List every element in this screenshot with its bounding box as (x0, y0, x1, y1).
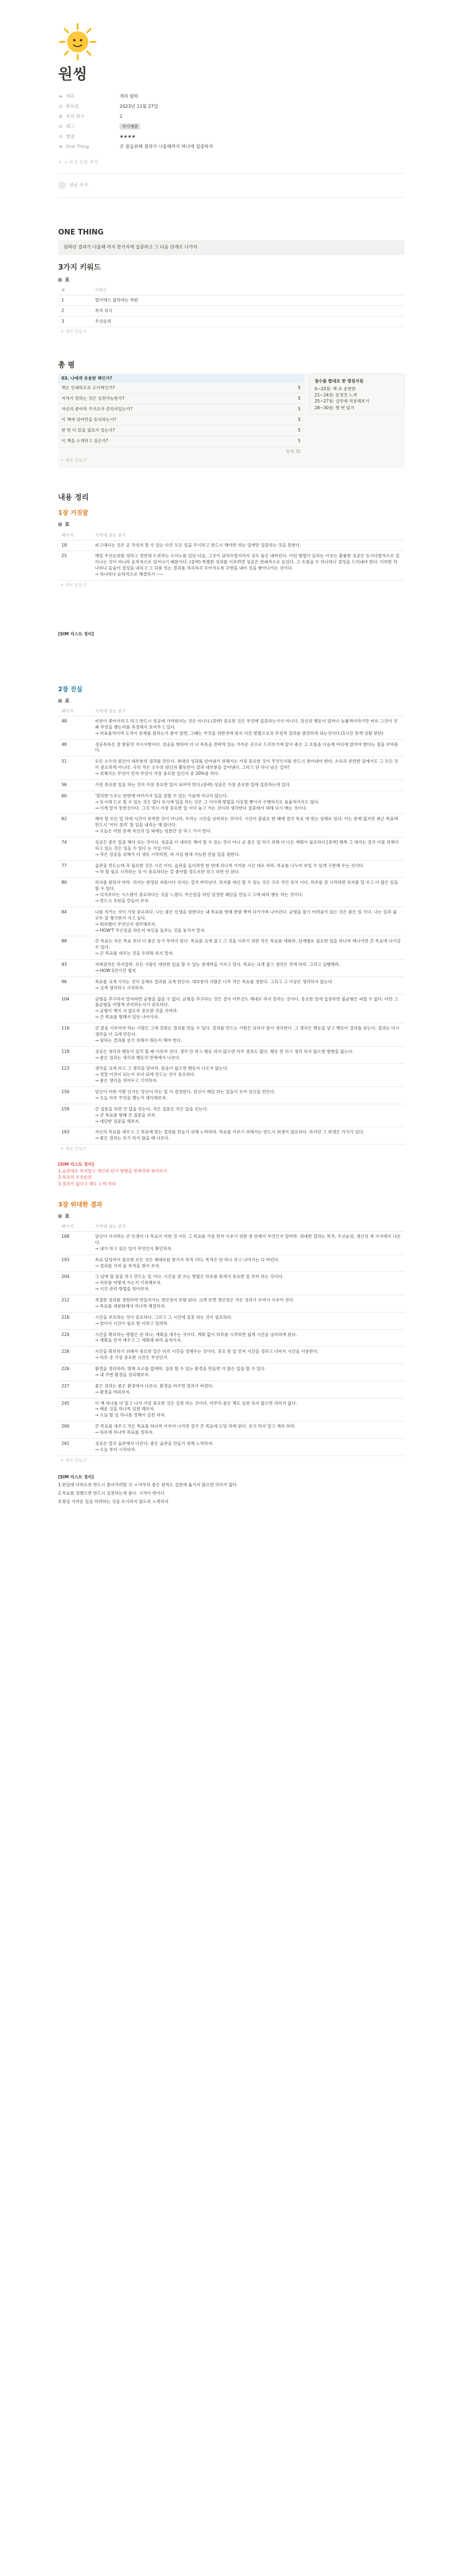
review-question: 이 책에 엄어만을 동의하는가? (61, 417, 117, 423)
score-line: 0~20점: 책 초 운반한 (315, 386, 356, 391)
page-title[interactable]: 원씽 (58, 66, 88, 83)
property-key (58, 113, 123, 120)
cell-note: 성공은 좋은 일을 해야 되는 것이다. 성공을 더 내리든 해야 할 수 있는 것이 아니 곧 좋은 일 하기 위해 더 나은 계획이 필요하다 [중략] 행복 그 대가는 결국 이를 위해서 하고 있는 것은 있을 수 있다 는 사실 이다. → 작은 성공을 위해서 더 생동 시작하면, 즉 사실 밤새 가능한 만큼 일을 원한다. (92, 837, 404, 861)
comment-input[interactable] (58, 179, 404, 191)
cell-page: 104 (58, 994, 92, 1023)
cell-note: 시간을 확보하는 방법은 단 하나, 계획을 세우는 것이다. 계획 없이 하루를 시작하면 쉽게 시간을 낭비하게 된다. → 계획을 먼저 세우고 그 계획에 따라 움직이자. (92, 1329, 404, 1347)
score-line: 28~30점: 향 번 읽기 (315, 405, 355, 410)
cell-page: 18 (58, 540, 92, 551)
keywords-heading: 3가지 키워드 (58, 263, 101, 272)
property-row[interactable] (58, 142, 404, 152)
cell-page: 25 (58, 551, 92, 581)
sim-line: 2.목표를 정했으면 반드시 실천하는게 좋다. 시작이 반이다 (58, 1490, 165, 1496)
cell-page: 168 (58, 1232, 92, 1255)
new-row-button[interactable]: + 새로 만들기 (60, 1457, 87, 1463)
cell-page: 193 (58, 1255, 92, 1272)
review-list-title[interactable]: 03. 나에게 유용한 책인가? (58, 374, 304, 383)
table-row[interactable] (58, 814, 404, 837)
table-row[interactable] (58, 317, 404, 327)
table-row[interactable] (58, 1347, 404, 1364)
cell-num: 1 (58, 295, 92, 305)
col-keyword[interactable]: 키워드 (92, 286, 404, 295)
property-key-label: 완독일 (66, 103, 79, 109)
cell-page: 163 (58, 1127, 92, 1145)
property-value[interactable] (120, 114, 404, 120)
page-content (58, 66, 404, 1505)
property-row[interactable] (58, 102, 404, 112)
db-title-label: 표 (65, 1213, 70, 1219)
ch2-db-title[interactable] (58, 697, 404, 706)
property-value[interactable] (120, 94, 404, 100)
sim-list-3 (58, 1474, 404, 1505)
score-guide-title: 점수를 합대로 한 평점지침 (315, 378, 364, 384)
cell-page: 48 (58, 739, 92, 756)
col-page[interactable]: 페이지 (58, 531, 92, 540)
cell-page: 88 (58, 936, 92, 960)
cell-note: 자신의 목표를 세우고 그 목표에 맞는 결과를 만들기 위해 노력하라. 목표를 이루기 위해서는 반드시 희생이 필요하다. 하지만 그 희생은 가치가 있다. → 좋은 결과는 포기 하지 않을 때 나온다. (92, 1127, 404, 1145)
add-property-label: + 속성 신설 추가 (64, 159, 98, 165)
cell-note: 해야 할 모든 일 하에 시간이 부족한 것이 아니라, 우리는 시간을 낭비하는 것이다. 시간이 불필요 한 때에 결국 목표 에 맞는 상태로 있다. 이는 문제 없지만 최근 목표에 반드시 '이미 정리' 할 일을 내리는 해 앞이다. → 오늘은 어떤 문제 자신의 일 외에는 당분간 상 하고 가서 한다. (92, 814, 404, 837)
review-heading: 총 평 (58, 361, 75, 370)
property-key (58, 134, 120, 140)
property-key-label: One Thing (66, 143, 89, 149)
cell-note: 당신이 어떤 사람 인가는 당신이 하는 일 이 결정한다. 당신이 매일 하는 일들이 모여 당신을 만든다. → 오늘 하루 무엇을 했는가 생각해보자. (92, 1087, 404, 1104)
table-row[interactable] (58, 1398, 404, 1421)
sim-line: 1.한일에 다하도록 반드시 몰아가려할 것 → 아무리 좋은 원칙도 실천에 옮기지 않으면 의미가 없다 (58, 1482, 237, 1488)
table-row[interactable] (58, 1232, 404, 1255)
cell-note: '열리한'으로는 한번에 여러가지 일을 잘할 수 있는 기술에 지나지 않는다. → 동시에 드로 할 수 있는 것은 없다 동시에 일을 하는 것은 그 사이에 방법을 이동할 뿐이지 수행하지도 효율적이지도 않다. → 이게 알지 못한것이다. 그것 역시 가장 중요한 일 이다 놓고 가는 것이라 생각한다 집중에서 대해 다시 배는 것이다. (92, 791, 404, 814)
table-icon: ⊞ (58, 1213, 63, 1219)
table-row[interactable] (58, 1255, 404, 1272)
cell-page: 227 (58, 1381, 92, 1398)
table-row[interactable] (58, 1104, 404, 1127)
cell-page: 260 (58, 1421, 92, 1439)
score-line: 25~27점: 실무에 적용해보기 (315, 399, 369, 404)
cell-page: 220 (58, 1329, 92, 1347)
top-bar (0, 0, 462, 22)
table-row[interactable] (58, 936, 404, 960)
table-row[interactable] (58, 791, 404, 814)
property-icon: ⊙ (59, 133, 63, 139)
cell-note: 나를 지키는 것이 가장 중요하다. 나는 좋은 인생을 원한다는 내 목표를 향해 한발 짝씩 다가가며 나아간다. 균형을 잡기 어려움이 있는 것은 좋은 일 이다. 나는 일과 삶 모두 잘 챙기면서 가고 싶다. → 워라밸이 무엇인지 생각해보자. → HOW'T 무슨일을 하든지 자신을 돌보는 것을 놓치지 말자. (92, 907, 404, 936)
keywords-table (58, 286, 404, 327)
col-note[interactable]: 기억에 남는 문구 (92, 531, 404, 540)
cell-keyword: 열이에스 잡하라는 착한 (92, 295, 404, 305)
property-list (58, 92, 404, 152)
cell-keyword: 우선순위 (92, 317, 404, 327)
table-row[interactable] (58, 1421, 404, 1439)
property-row[interactable] (58, 122, 404, 132)
cell-page: 226 (58, 1347, 92, 1364)
property-key (58, 124, 120, 130)
table-row[interactable] (58, 1312, 404, 1329)
cell-num: 3 (58, 317, 92, 327)
col-note[interactable]: 기억에 남는 문구 (92, 1223, 404, 1232)
comment-placeholder: 댓글 추가 (69, 182, 88, 188)
property-icon: ◷ (59, 103, 63, 109)
cell-page: 212 (58, 1295, 92, 1313)
table-row[interactable] (58, 960, 404, 977)
cell-note: 성공목록은 잘 밤된것 지시사항이다. 성공을 향하여 더 나 목록을 전략적 있는 가까운 곳으로 드러보기에 앞서 좋은 그 흐름을 다음에 어디에 앉아야 한다는 점을 보여준다. (92, 739, 404, 756)
cell-page: 226 (58, 1364, 92, 1381)
property-key (58, 94, 120, 100)
table-icon: ⊞ (58, 522, 63, 528)
property-key (58, 104, 120, 110)
table-row[interactable] (58, 860, 404, 878)
db-title-label: 표 (65, 698, 70, 704)
property-value-text: 자기계발 (120, 123, 140, 130)
cell-num: 2 (58, 305, 92, 316)
cell-page: 48 (58, 716, 92, 739)
new-row-button[interactable]: + 새로 만들기 (60, 457, 87, 463)
chapter1-title: 1장 거짓말 (58, 509, 88, 517)
property-key-label: 목차 횟수 (66, 113, 85, 119)
table-row[interactable] (58, 739, 404, 756)
one-thing-heading: ONE THING (58, 228, 104, 237)
cell-note: 모든 소수의 원인이 대부분의 결과를 만든다. 최대의 성과를 얻어내기 위해서는 가장 중요한 것이 무엇인지를 반드시 찾아내야 한다. 소득과 관련한 일에서도 그 모든 것이 중요하게 아니다. 극히 적은 소수의 원인과 활동만이 결과 대부분을 끌어낸다. 그리고 단 하나 남은 걸까? → 위해서는 무엇이 먼저 무엇이 가장 중요한 일인지 중 20%를 하다. (92, 756, 404, 780)
cell-note: 환경을 정리하라. 방해 요소를 없애라. 집중 할 수 있는 환경을 만들면 더 많은 일을 할 수 있다. → 내 주변 환경을 정리해보자. (92, 1364, 404, 1381)
list-item[interactable] (58, 415, 304, 425)
review-score: 5 (298, 438, 301, 444)
table-row[interactable] (58, 551, 404, 581)
review-score: 5 (298, 406, 301, 412)
review-section (58, 373, 404, 468)
cell-note: 가장 중요한 일을 하는 것이 가장 중요한 일이 되어야 한다.(중략) 성공은 가장 중요한 일에 집중하는데 있다. (92, 779, 404, 791)
cell-page: 245 (58, 1398, 92, 1421)
table-row[interactable] (58, 976, 404, 994)
table-row[interactable] (58, 1329, 404, 1347)
list-item[interactable] (58, 425, 304, 436)
cell-page: 84 (58, 907, 92, 936)
ch3-table (58, 1223, 404, 1456)
review-question: 자신의 좋아하 주가요가 증하지있는가? (61, 406, 133, 412)
review-question: 이 책을 소개하고 싶은가? (61, 438, 108, 444)
sim-title: [SIM 리스트 정리] (58, 631, 94, 636)
cell-page: 159 (58, 1104, 92, 1127)
sim-line: 2.목표의 우선순위 (58, 1175, 92, 1180)
chapter3-title: 3장 위대한 결과 (58, 1200, 103, 1208)
chapter2-title: 2장 진실 (58, 685, 83, 693)
table-row[interactable] (58, 1087, 404, 1104)
table-row[interactable] (58, 1127, 404, 1145)
table-row[interactable] (58, 716, 404, 739)
cell-note: 피고대디는 것은 곧 작성자 할 수 있는 다른 모든 일을 무시하고 반드시 해야만 하는 일에만 집중하는 것을 뜻한다. (92, 540, 404, 551)
property-key-label: 별점 (66, 133, 75, 139)
col-num[interactable]: # (58, 286, 92, 295)
cell-note: 균형을 추구하지 말자라면 균형을 잡을 수 없다. 균형을 추구하는 것은 결국 아무것도 제대로 하지 못하는 것이다. 중요한 일에 집중하면 불균형은 피할 수 없다. 다만 그 불균형을 어떻게 관리하는지가 중요하다. → 균형이 깨지 지 않도록 중요한 것을 지켜라. → 큰 목표를 향해서 일단 나아가자. (92, 994, 404, 1023)
col-note[interactable]: 기억에 남는 문구 (92, 707, 404, 716)
cell-note: 당신이 가지려는 큰 인생이 나 목표가 어떤 것 이든 그 목표를 가장 먼저 이루기 위한 첫 단계가 무엇인지 알아라. 위대한 결과는 목적, 우선순위, 생산성 세 가지에서 나온다. → 내가 하고 싶은 일이 무엇인지 확인하자. (92, 1232, 404, 1255)
col-page[interactable]: 페이지 (58, 1223, 92, 1232)
cell-note: 목표를 크게 가지는 것이 실제로 결과를 크게 만든다. 대부분의 사람은 너무 작은 목표를 정한다. 그리고 그 이상은 생각하지 않는다. → 크게 생각하고 시작하자. (92, 976, 404, 994)
property-key-label: 제목 (66, 93, 75, 99)
ch2-table (58, 707, 404, 1145)
table-icon: ⊞ (58, 277, 63, 283)
table-row[interactable] (58, 1023, 404, 1047)
table-row[interactable] (58, 756, 404, 780)
list-item[interactable] (58, 383, 304, 394)
divider (58, 197, 404, 198)
table-row[interactable] (58, 1064, 404, 1087)
ch3-db-title[interactable] (58, 1213, 404, 1222)
cell-note: 지레짐작은 하지말라. 모든 사람은 대단한 일을 할 수 있는 잠재력을 가지고 있다. 목표는 크게 잡고 생각은 작게 하라. 그리고 실행해라. → HOW 1만시간 법칙 (92, 960, 404, 977)
sim-title: [SIM 리스트 정리] (58, 1162, 94, 1167)
sim-list-1 (58, 631, 404, 638)
property-key (58, 144, 120, 150)
cell-note: 생각을 크게 하고 그 생각을 믿어라. 믿음이 없으면 행동이 나오지 않는다. → 정말 이것이 되는지 보다 되게 만드는 것이 중요하다. → 좋은 생각을 적어두고 기억하자. (92, 1064, 404, 1087)
db-title-label: 표 (65, 522, 70, 528)
property-icon: ≡ (59, 93, 63, 99)
table-row[interactable] (58, 779, 404, 791)
property-value[interactable] (120, 104, 404, 110)
cell-page: 118 (58, 1046, 92, 1064)
list-item[interactable] (58, 436, 304, 447)
review-question: 책은 인쇄하도로 도이력인가? (61, 385, 115, 390)
cell-page: 96 (58, 976, 92, 994)
sim-line: 3.결과가 없다고 해도 노력 하라 (58, 1181, 116, 1187)
table-icon: ⊞ (58, 698, 63, 704)
list-item[interactable] (58, 404, 304, 415)
review-sum: 합계 30 (285, 448, 301, 454)
review-score: 5 (298, 385, 301, 390)
cell-note: 적절한 성과를 경험하며 만들어가는 생산성이 포함 된다. 크게 보면 생산성은 작은 성과가 모여서 이루어 진다. → 목표를 세분화해서 하나씩 해결하자. (92, 1295, 404, 1313)
new-row-button[interactable]: + 새로 만들기 (60, 582, 87, 587)
review-score: 5 (298, 428, 301, 433)
cell-page: 204 (58, 1272, 92, 1295)
cell-note: 목표 달성까지 필요한 모든 것은 제대로된 한가지 목적 이다. 목적은 단 하나 하고 나머지는 다 버린다. → 결과를 가져 올 목적을 찾아 보자. (92, 1255, 404, 1272)
table-row[interactable] (58, 878, 404, 907)
property-value-text: 2023년 11월 27일 (120, 103, 158, 109)
property-row[interactable] (58, 132, 404, 142)
property-value-text: 큰 꿈을위해 결과가 나올때까지 하나에 집중하자 (120, 143, 213, 149)
avatar (58, 181, 66, 189)
cell-note: 좋은 결과는 좋은 환경에서 나온다. 환경을 바꾸면 결과가 바뀐다. → 환경을 바꿔보자. (92, 1381, 404, 1398)
property-value-text: 2 (120, 113, 123, 119)
review-question: 한 번 더 읽을 필요가 있는가? (61, 428, 115, 433)
cell-keyword: 목적 의식 (92, 305, 404, 316)
property-value-text: ★★★★ (120, 133, 136, 139)
cell-note: 시간을 확보하기 위해서 중요한 일은 미리 시간을 정해두는 것이다. 중요 한 일 먼저 시간을 정하고 나머지 시간을 사용한다. → 하루 중 가장 중요한 시간은 무엇인가. (92, 1347, 404, 1364)
cell-note: 비록이 좋아지리고 하고 반드시 성공에 가까워지는 것은 아니다.(중략) 중요한 것은 무엇에 집중하는가가 아니다. 당신의 행동이 얼마나 능률적이라기만 바로 그것이 진짜 무엇을 했는지를 측정해서 보여주고 있다. → 비효율적이라 도적이 문제를 원하는가 좋아 알면, 그때는 무엇을 위한것에 맞지 다른 방법으로의 부정적 결과를 발견하게 되는것이다.(1시간 맞게 상황 판단) (92, 716, 404, 739)
property-value[interactable] (120, 134, 404, 140)
table-row[interactable] (58, 1438, 404, 1455)
plus-icon: + (58, 159, 62, 165)
cell-note: 시간을 보호하는 것이 중요하다. 그리고 그 시간에 집중 하는 것이 필요하다. → 알아서 시간이 필요 함 이라고 알려라. (92, 1312, 404, 1329)
property-key-label: 태그 (66, 123, 75, 129)
table-row[interactable] (58, 907, 404, 936)
cell-note: 큰 목표를 세우고 작은 목표를 하나씩 이루어 나가면 결국 큰 목표에 도달 하게 된다. 포기 하지 말고 계속 하라. → 하루에 하나씩 목표를 정하자. (92, 1421, 404, 1439)
col-page[interactable]: 페이지 (58, 707, 92, 716)
sim-line: 1.습관대로 하지말고 개인과 단기 방향을 반복하며 찾아보기 (58, 1168, 168, 1174)
property-row[interactable] (58, 92, 404, 102)
table-row[interactable] (58, 295, 404, 305)
table-row[interactable] (58, 994, 404, 1023)
cell-page: 261 (58, 1438, 92, 1455)
cell-note: 큰 목표는 작은 목표 보다 더 좋은 동기 부여가 된다. 목표를 크게 잡고 그 것을 이루기 위한 작은 목표를 세워라. 단계별로 필요한 일을 하나씩 해나가면 큰 목표에 다가갈 수 있다. → 큰 목표를 세우는 것을 두려워 하지 말자. (92, 936, 404, 960)
property-icon: ≡ (59, 143, 63, 149)
cell-page: 74 (58, 837, 92, 861)
table-row[interactable] (58, 305, 404, 316)
one-thing-callout[interactable]: 원하던 결과가 나올때 까지 한가지에 집중하고 그 다음 단계로 나가자 (58, 240, 404, 255)
table-row[interactable] (58, 1295, 404, 1313)
review-list (58, 374, 304, 465)
cell-page: 60 (58, 791, 92, 814)
cell-note: 매일 우선순위를 정하고 정반대 도전하는 도미노를 일단 다음, 그곳이 넘어뜨릴지까지 상도 놓은 내버린다. 이런 방법이 들하는 이유는 훌륭한 성공은 동시다발적으로 일어나는 것이 아니라 순차적으로 일어나기 때문이다. (중략) 특별한 성과를 이루려면 성공은 연쇄적으로 들었다. 그 흐름을 수 하나하나 결정을 드러내야 한다. 이러한 하나하나 들숨이 결정을 내리고 그 뒤를 잇는 결과를 차곡차곡 모아지도록 구현을 내어 것을 쌓아나가는 것이다. → 하나하나 순차적으로 해결하기 ~~ (92, 551, 404, 581)
list-item[interactable] (58, 394, 304, 404)
property-icon: ⊙ (59, 123, 63, 129)
new-row-button[interactable]: + 새로 만들기 (60, 329, 87, 334)
cell-page: 116 (58, 1023, 92, 1047)
cell-page: 56 (58, 779, 92, 791)
score-guide (309, 374, 404, 415)
sim-title: [SIM 리스트 정리] (58, 1474, 94, 1479)
ch1-db-title[interactable] (58, 521, 404, 530)
ch1-table (58, 531, 404, 581)
cell-note: 의지를 원하지 마라. 의지는 한정된 자원이다 의지는 결국 바닥난다. 의지를 대신 할 수 있는 것은 구조 적인 장치 이다. 하루를 잘 시작하면 의지를 덜 쓰고 더 많은 일을 할 수 있다. → 의지보다는 시스템이 중요하다는 것을 느꼈다. 무슨일을 하던 일정한 패턴을 만들고 그에 따라 행동 하는 것이다. → 반드시 루틴을 만들어 보자. (92, 878, 404, 907)
property-icon: # (59, 113, 63, 119)
cell-page: 77 (58, 860, 92, 878)
table-row[interactable] (58, 1364, 404, 1381)
cell-note: 성공은 결국 습관에서 나온다. 좋은 습관을 만들기 위해 노력하자. → 오늘 부터 시작하자. (92, 1438, 404, 1455)
sim-list-2 (58, 1161, 404, 1188)
review-score: 5 (298, 417, 301, 423)
cell-page: 51 (58, 756, 92, 780)
cell-page: 62 (58, 814, 92, 837)
review-gallery (58, 374, 404, 465)
cell-page: 80 (58, 878, 92, 907)
table-row[interactable] (58, 1272, 404, 1295)
cell-note: 이 책 하나를 다 읽고 나서 가장 중요한 것은 실천 하는 것이다. 아무리 좋은 책도 실천 하지 않으면 의미가 없다. → 배운 것을 하나씩 실천 해보자. → 오늘 할 일 하나를 정해서 실천 하자. (92, 1398, 404, 1421)
cell-note: 그 날에 할 일을 하고 만드는 일 이다. 시간을 잘 쓰는 방법은 하루를 쪼개서 중요한 일 부터 하는 것이다. → 하루를 어떻게 쓰는지 기록해보자. → 시간 관리 방법을 찾아보자. (92, 1272, 404, 1295)
table-row[interactable] (58, 540, 404, 551)
table-row[interactable] (58, 1046, 404, 1064)
score-line: 21~24점: 운영진 느껴 (315, 392, 358, 398)
sun-page-icon[interactable] (58, 22, 97, 61)
sim-line: 3.항상 가까운 일을 하려하는 것을 포기하지 않도록 노력하자 (58, 1498, 169, 1504)
cell-note: 큰 질문을 하면 큰 답을 얻는다. 작은 질문은 작은 답을 얻는다. → 큰 목표를 향해 큰 질문을 하자. → 대단한 질문을 해보자. (92, 1104, 404, 1127)
property-value[interactable] (120, 144, 404, 150)
cell-note: 큰 꿈을 이루어야 하는 사람은 그에 걸맞는 결과를 만들 수 있다. 결과를 만드는 사람은 남보다 앞서 생각한다. 그 생각은 행동을 낳고 행동이 결과를 낳는다. 결과는 다시 생각을 더 크게 만든다. → 원하는 결과를 얻기 위해서 뭐든지 해야 한다. (92, 1023, 404, 1047)
keywords-db-title[interactable] (58, 276, 404, 285)
divider (58, 173, 404, 174)
table-row[interactable] (58, 1381, 404, 1398)
cell-page: 150 (58, 1087, 92, 1104)
add-property-button[interactable] (58, 157, 404, 167)
cell-page: 216 (58, 1312, 92, 1329)
cell-page: 93 (58, 960, 92, 977)
cell-page: 123 (58, 1064, 92, 1087)
cell-note: 습관을 만드는데 꼭 필요한 것은 시간 이다. 습관을 들이려면 한 번에 하나씩 가까운 시간 대로 하라. 목표를 나누어 보일 수 있게 구분해 두는 것이다. → 막 할 필요 시작하는 것 이 중요하다는 걸 좋아할 정도로만 하고 하면 안 된다. (92, 860, 404, 878)
property-value-text: 계의 멈하 (120, 93, 139, 99)
property-value[interactable] (120, 124, 404, 130)
property-row[interactable] (58, 112, 404, 122)
summary-heading: 내용 정리 (58, 493, 89, 502)
review-question: 저자가 말하는 것은 실천가능한가? (61, 395, 125, 401)
table-row[interactable] (58, 837, 404, 861)
cell-note: 성공은 생각과 행동이 일치 할 때 이루어 진다. 생각 만 하고 행동 하지 않으면 아무 결과도 없다. 행동 만 하고 생각 하지 않으면 방향을 잃는다. → 좋은 결과는 생각과 행동의 반복에서 나온다. (92, 1046, 404, 1064)
review-score: 5 (298, 395, 301, 401)
db-title-label: 표 (65, 277, 70, 283)
new-row-button[interactable]: + 새로 만들기 (60, 1146, 87, 1152)
